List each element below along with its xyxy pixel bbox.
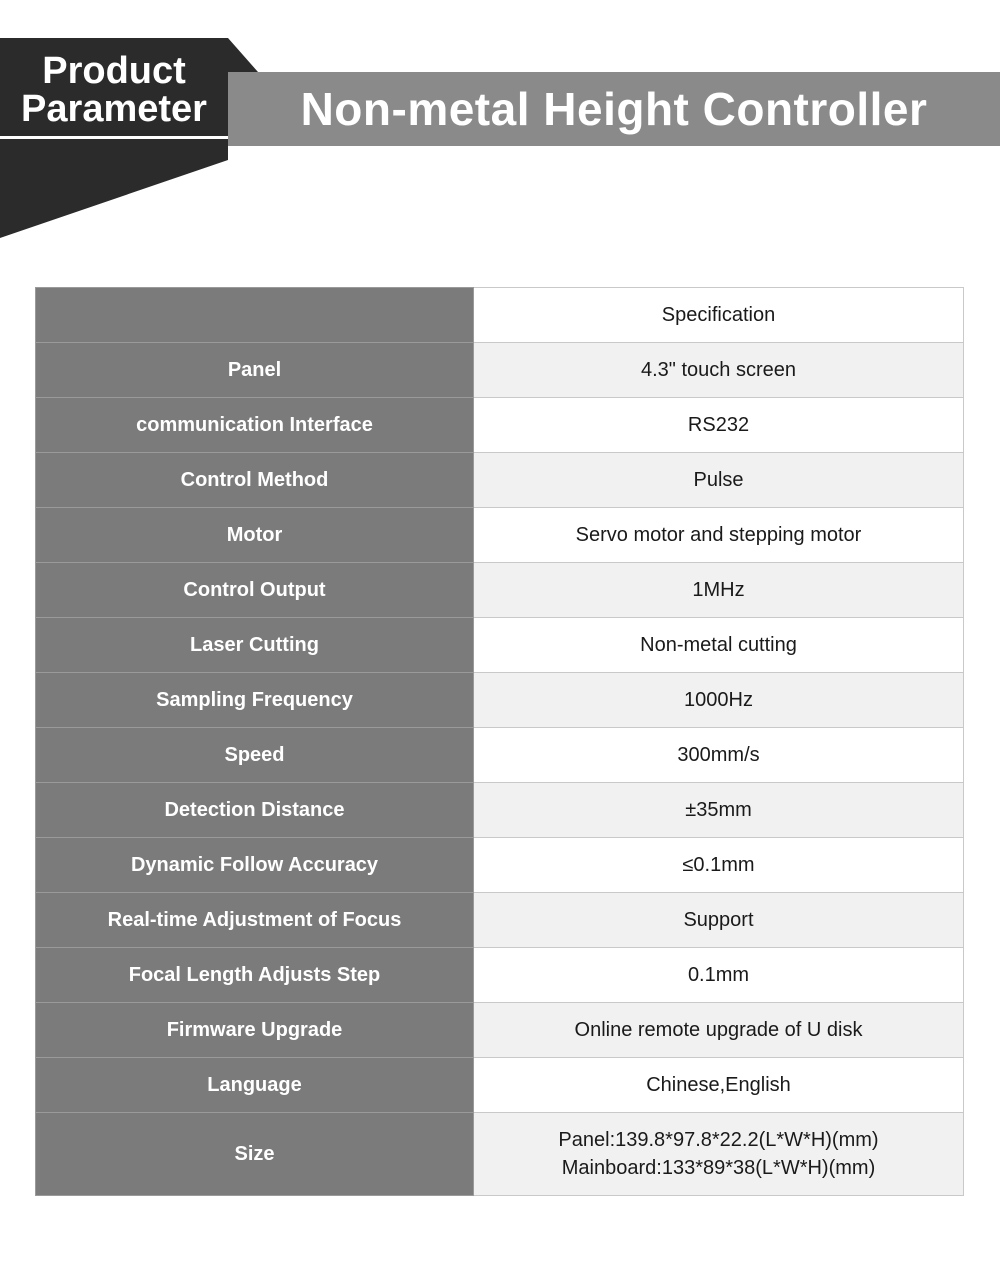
spec-value: 4.3" touch screen [474, 343, 964, 398]
spec-label: Motor [36, 508, 474, 563]
table-row [36, 783, 964, 838]
spec-value: Servo motor and stepping motor [474, 508, 964, 563]
table-row [36, 1058, 964, 1113]
specification-table [35, 287, 964, 1196]
table-row [36, 948, 964, 1003]
table-row-size [36, 1113, 964, 1196]
spec-label: Focal Length Adjusts Step [36, 948, 474, 1003]
badge-underline [0, 136, 228, 139]
page-title: Non-metal Height Controller [300, 83, 928, 135]
spec-value: Support [474, 893, 964, 948]
spec-value: RS232 [474, 398, 964, 453]
spec-label: Dynamic Follow Accuracy [36, 838, 474, 893]
spec-value: ±35mm [474, 783, 964, 838]
size-panel-line: Panel:139.8*97.8*22.2(L*W*H)(mm) [558, 1129, 879, 1151]
table-row [36, 563, 964, 618]
spec-value: Non-metal cutting [474, 618, 964, 673]
table-row [36, 398, 964, 453]
spec-label: Real-time Adjustment of Focus [36, 893, 474, 948]
spec-label: Control Output [36, 563, 474, 618]
page-header [0, 0, 1000, 240]
header-label-cell [36, 288, 474, 343]
spec-value: 300mm/s [474, 728, 964, 783]
spec-label: Laser Cutting [36, 618, 474, 673]
spec-value: 1000Hz [474, 673, 964, 728]
spec-label: Sampling Frequency [36, 673, 474, 728]
spec-label: Language [36, 1058, 474, 1113]
spec-value: ≤0.1mm [474, 838, 964, 893]
badge-line-2: Parameter [21, 88, 207, 130]
table-row [36, 893, 964, 948]
spec-label: Speed [36, 728, 474, 783]
spec-label: Size [36, 1113, 474, 1196]
size-mainboard-line: Mainboard:133*89*38(L*W*H)(mm) [561, 1157, 876, 1179]
spec-label: communication Interface [36, 398, 474, 453]
spec-value-size [474, 1113, 964, 1196]
spec-value: 0.1mm [474, 948, 964, 1003]
spec-value: Pulse [474, 453, 964, 508]
table-header-row [36, 288, 964, 343]
spec-label: Panel [36, 343, 474, 398]
header-value-cell: Specification [474, 288, 964, 343]
table-row [36, 618, 964, 673]
table-row [36, 838, 964, 893]
table-row [36, 453, 964, 508]
table-row [36, 343, 964, 398]
spec-label: Detection Distance [36, 783, 474, 838]
table-row [36, 673, 964, 728]
table-row [36, 508, 964, 563]
spec-label: Control Method [36, 453, 474, 508]
badge-line-1: Product [42, 50, 186, 92]
spec-value: 1MHz [474, 563, 964, 618]
spec-label: Firmware Upgrade [36, 1003, 474, 1058]
table-row [36, 728, 964, 783]
product-parameter-badge [0, 52, 228, 128]
spec-value: Online remote upgrade of U disk [474, 1003, 964, 1058]
table-row [36, 1003, 964, 1058]
spec-value: Chinese,English [474, 1058, 964, 1113]
